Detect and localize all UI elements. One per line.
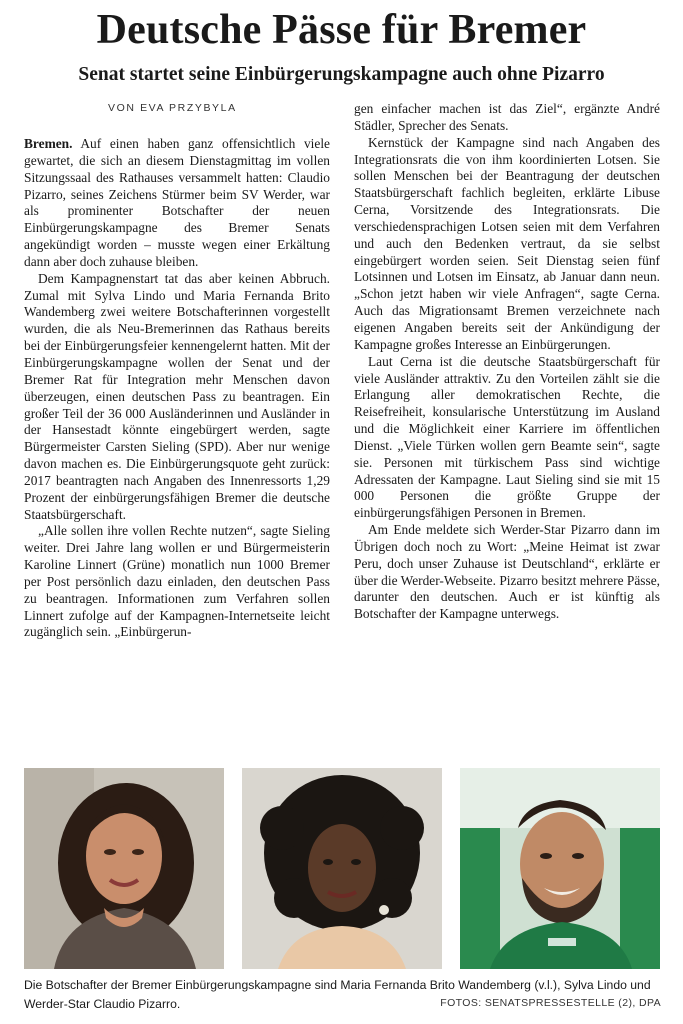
- paragraph: Kernstück der Kampagne sind nach Angaben des Integrationsrats die von ihm koordinierten Lotsen. Sie sollen Menschen bei der Beantragung der deutschen Staatsbürgerschaft fachlich begleiten, erklärte Libuse Cerna, Vorsitzende des Integrationsrats. Die verschiedensprachigen Lotsen seien mit dem Verfahren und auch den Bedenken vertraut, da sie selbst eingebürgert worden seien. Seit Dienstag seien fünf Lotsinnen und Lotsen im Einsatz, ab Januar dann neun. „Schon jetzt haben wir viele Anfragen“, sagte Cerna. Auch das Migrationsamt Bremen verzeichnete nach eigenen Angaben bereits seit der Ankündigung der Kampagne großes Interesse an Einbürgerungen.: [354, 134, 660, 352]
- portrait-man-image: [460, 768, 660, 969]
- paragraph: Laut Cerna ist die deutsche Staatsbürgerschaft für viele Ausländer attraktiv. Zu den Vorteilen zählt sie die Erlangung aller demokratischen Rechte, die Reisefreiheit, konsularische Unterstützung im Ausland und die Möglichkeit einer Karriere im öffentlichen Dienst. „Viele Türken wollen gern Beamte sein“, sagte sie. Personen mit türkischem Pass sind wichtige Adressaten der Kampagne. Laut Sieling sind sie mit 15 000 Personen die größte Gruppe der einbürgerungsfähigen Personen in Bremen.: [354, 353, 660, 521]
- portrait-woman-2-image: [242, 768, 442, 969]
- paragraph: Am Ende meldete sich Werder-Star Pizarro dann im Übrigen doch noch zu Wort: „Meine Heimat ist zwar Peru, doch unser Zuhause ist Deutschland“, erklärte er über die Werder-Webseite. Pizarro besitzt mehrere Pässe, darunter den deutschen. Auch er ist künftig als Botschafter der Kampagne unterwegs.: [354, 522, 660, 622]
- photo-caption: Die Botschafter der Bremer Einbürgerungskampagne sind Maria Fernanda Brito Wandemberg (v.l.), Sylva Lindo und Werder-Star Claudio Pizarro.: [24, 978, 651, 1011]
- photo-credit: FOTOS: SENATSPRESSESTELLE (2), DPA: [440, 997, 661, 1009]
- paragraph: Dem Kampagnenstart tat das aber keinen Abbruch. Zumal mit Sylva Lindo und Maria Fernanda Brito Wandemberg zwei weitere Botschafterinnen vorgestellt wurden, die als Neu-Bremerinnen das Rathaus bereits bei der Einbürgerungsfeier kennengelernt hatten. Mit der Einbürgerungskampagne wollen der Senat und der Bremer Rat für Integration mehr Menschen davon überzeugen, einen deutschen Pass zu beantragen. Ein großer Teil der 36 000 Ausländerinnen und Ausländer in der Hansestadt könnte eingebürgert werden, sagte Bürgermeister Carsten Sieling (SPD). Aber nur wenige davon machen es. Die Einbürgerungsquote geht zurück: 2017 beantragten nach Angaben des Innenressorts 1,29 Prozent der einbürgerungsfähigen Bremer die deutsche Staatsbürgerschaft.: [24, 270, 330, 522]
- photo-claudio-pizarro: [460, 768, 660, 969]
- paragraph: gen einfacher machen ist das Ziel“, ergänzte André Städler, Sprecher des Senats.: [354, 101, 660, 133]
- dateline: Bremen.: [24, 136, 73, 151]
- photo-sylva-lindo: [242, 768, 442, 969]
- subheadline: Senat startet seine Einbürgerungskampagne auch ohne Pizarro: [78, 64, 605, 85]
- article-column-2: [354, 101, 660, 623]
- byline: VON EVA PRZYBYLA: [108, 102, 237, 114]
- paragraph: „Alle sollen ihre vollen Rechte nutzen“, sagte Sieling weiter. Drei Jahre lang wollen er und Bürgermeisterin Karoline Linnert (Grüne) monatlich nun 1000 Bremer per Post persönlich dazu einladen, den deutschen Pass zu beantragen. Informationen zum Verfahren sollen Linnert zufolge auf der Kampagnen-Internetseite leicht zugänglich sein. „Einbürgerun-: [24, 523, 330, 640]
- photo-strip: [24, 768, 660, 969]
- portrait-woman-1-image: [24, 768, 224, 969]
- photo-maria-fernanda-brito-wandemberg: [24, 768, 224, 969]
- paragraph: [24, 136, 330, 271]
- paragraph-text: Auf einen haben ganz offensichtlich viele gewartet, die sich an diesem Dienstagmittag im vollen Sitzungssaal des Rathauses versammelt hatten: Claudio Pizarro, seines Zeichens Stürmer beim SV Werder, war als prominenter Botschafter der neuen Einbürgerungskampagne des Bremer Senats angekündigt worden – musste wegen einer Erkältung dann aber doch zuhause bleiben.: [24, 136, 330, 269]
- article-column-1: [24, 136, 330, 641]
- headline: Deutsche Pässe für Bremer: [96, 7, 587, 53]
